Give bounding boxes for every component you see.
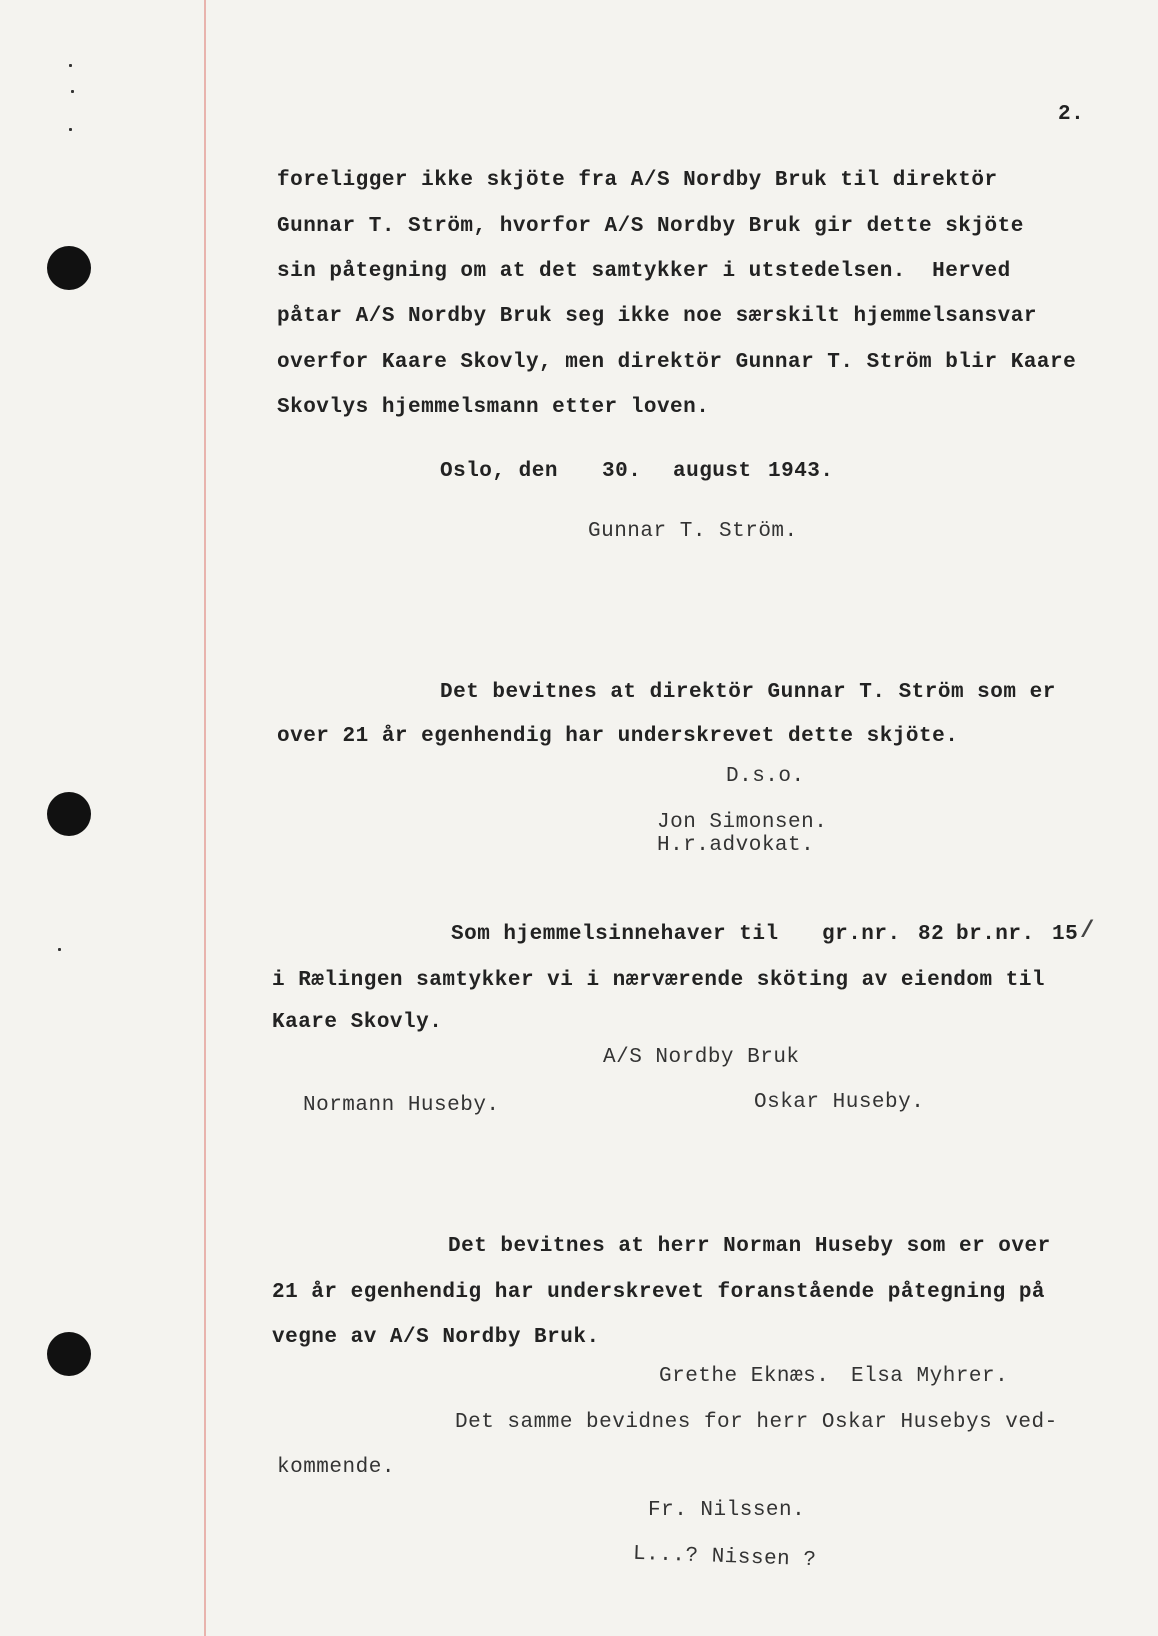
final-signature: Fr. Nilssen. bbox=[648, 1499, 806, 1522]
attestation-line: over 21 år egenhendig har underskrevet dette skjöte. bbox=[277, 725, 959, 748]
consent-line: Som hjemmelsinnehaver til bbox=[451, 923, 779, 946]
attestation-line: Det bevitnes at herr Norman Huseby som er over bbox=[448, 1235, 1051, 1258]
page-number: 2. bbox=[1058, 103, 1085, 126]
attestation-dso: D.s.o. bbox=[726, 765, 805, 788]
speck bbox=[71, 90, 74, 93]
dateline-year: 1943. bbox=[768, 460, 834, 483]
attestation-line: Det samme bevidnes for herr Oskar Husebys ved- bbox=[455, 1411, 1058, 1434]
consent-br-nr: 15 bbox=[1052, 923, 1079, 946]
paragraph-line: påtar A/S Nordby Bruk seg ikke noe særskilt hjemmelsansvar bbox=[277, 305, 1037, 328]
punch-hole bbox=[47, 246, 91, 290]
speck bbox=[69, 64, 72, 67]
consent-gr-nr: 82 bbox=[918, 923, 945, 946]
consent-br: br.nr. bbox=[956, 923, 1035, 946]
paragraph-line: sin påtegning om at det samtykker i utstedelsen. Herved bbox=[277, 260, 1011, 283]
attestation-name: Jon Simonsen. bbox=[657, 811, 828, 834]
signer-right: Oskar Huseby. bbox=[754, 1091, 925, 1114]
dateline-prefix: Oslo, den bbox=[440, 460, 558, 483]
paragraph-line: Skovlys hjemmelsmann etter loven. bbox=[277, 396, 710, 419]
speck bbox=[69, 128, 72, 131]
paragraph-line: Gunnar T. Ström, hvorfor A/S Nordby Bruk gir dette skjöte bbox=[277, 215, 1024, 238]
margin-line bbox=[204, 0, 206, 1636]
final-signature: L...? Nissen ? bbox=[632, 1542, 817, 1573]
attestation-line: 21 år egenhendig har underskrevet foranstående påtegning på bbox=[272, 1281, 1046, 1304]
speck bbox=[58, 948, 61, 951]
company-name: A/S Nordby Bruk bbox=[603, 1046, 800, 1069]
dateline-day: 30. bbox=[602, 460, 642, 483]
signature: Gunnar T. Ström. bbox=[588, 520, 798, 543]
punch-hole bbox=[47, 1332, 91, 1376]
consent-line: Kaare Skovly. bbox=[272, 1011, 443, 1034]
witness-left: Grethe Eknæs. bbox=[659, 1365, 830, 1388]
slash-mark: / bbox=[1080, 918, 1095, 945]
paragraph-line: foreligger ikke skjöte fra A/S Nordby Bruk til direktör bbox=[277, 169, 998, 192]
dateline-month: august bbox=[673, 460, 752, 483]
consent-line: i Rælingen samtykker vi i nærværende sköting av eiendom til bbox=[272, 969, 1046, 992]
attestation-line: kommende. bbox=[277, 1456, 395, 1479]
attestation-line: Det bevitnes at direktör Gunnar T. Ström som er bbox=[440, 681, 1056, 704]
witness-right: Elsa Myhrer. bbox=[851, 1365, 1009, 1388]
signer-left: Normann Huseby. bbox=[303, 1094, 500, 1117]
attestation-title: H.r.advokat. bbox=[657, 834, 815, 857]
attestation-line: vegne av A/S Nordby Bruk. bbox=[272, 1326, 600, 1349]
punch-hole bbox=[47, 792, 91, 836]
paragraph-line: overfor Kaare Skovly, men direktör Gunnar T. Ström blir Kaare bbox=[277, 351, 1077, 374]
consent-gr: gr.nr. bbox=[822, 923, 901, 946]
